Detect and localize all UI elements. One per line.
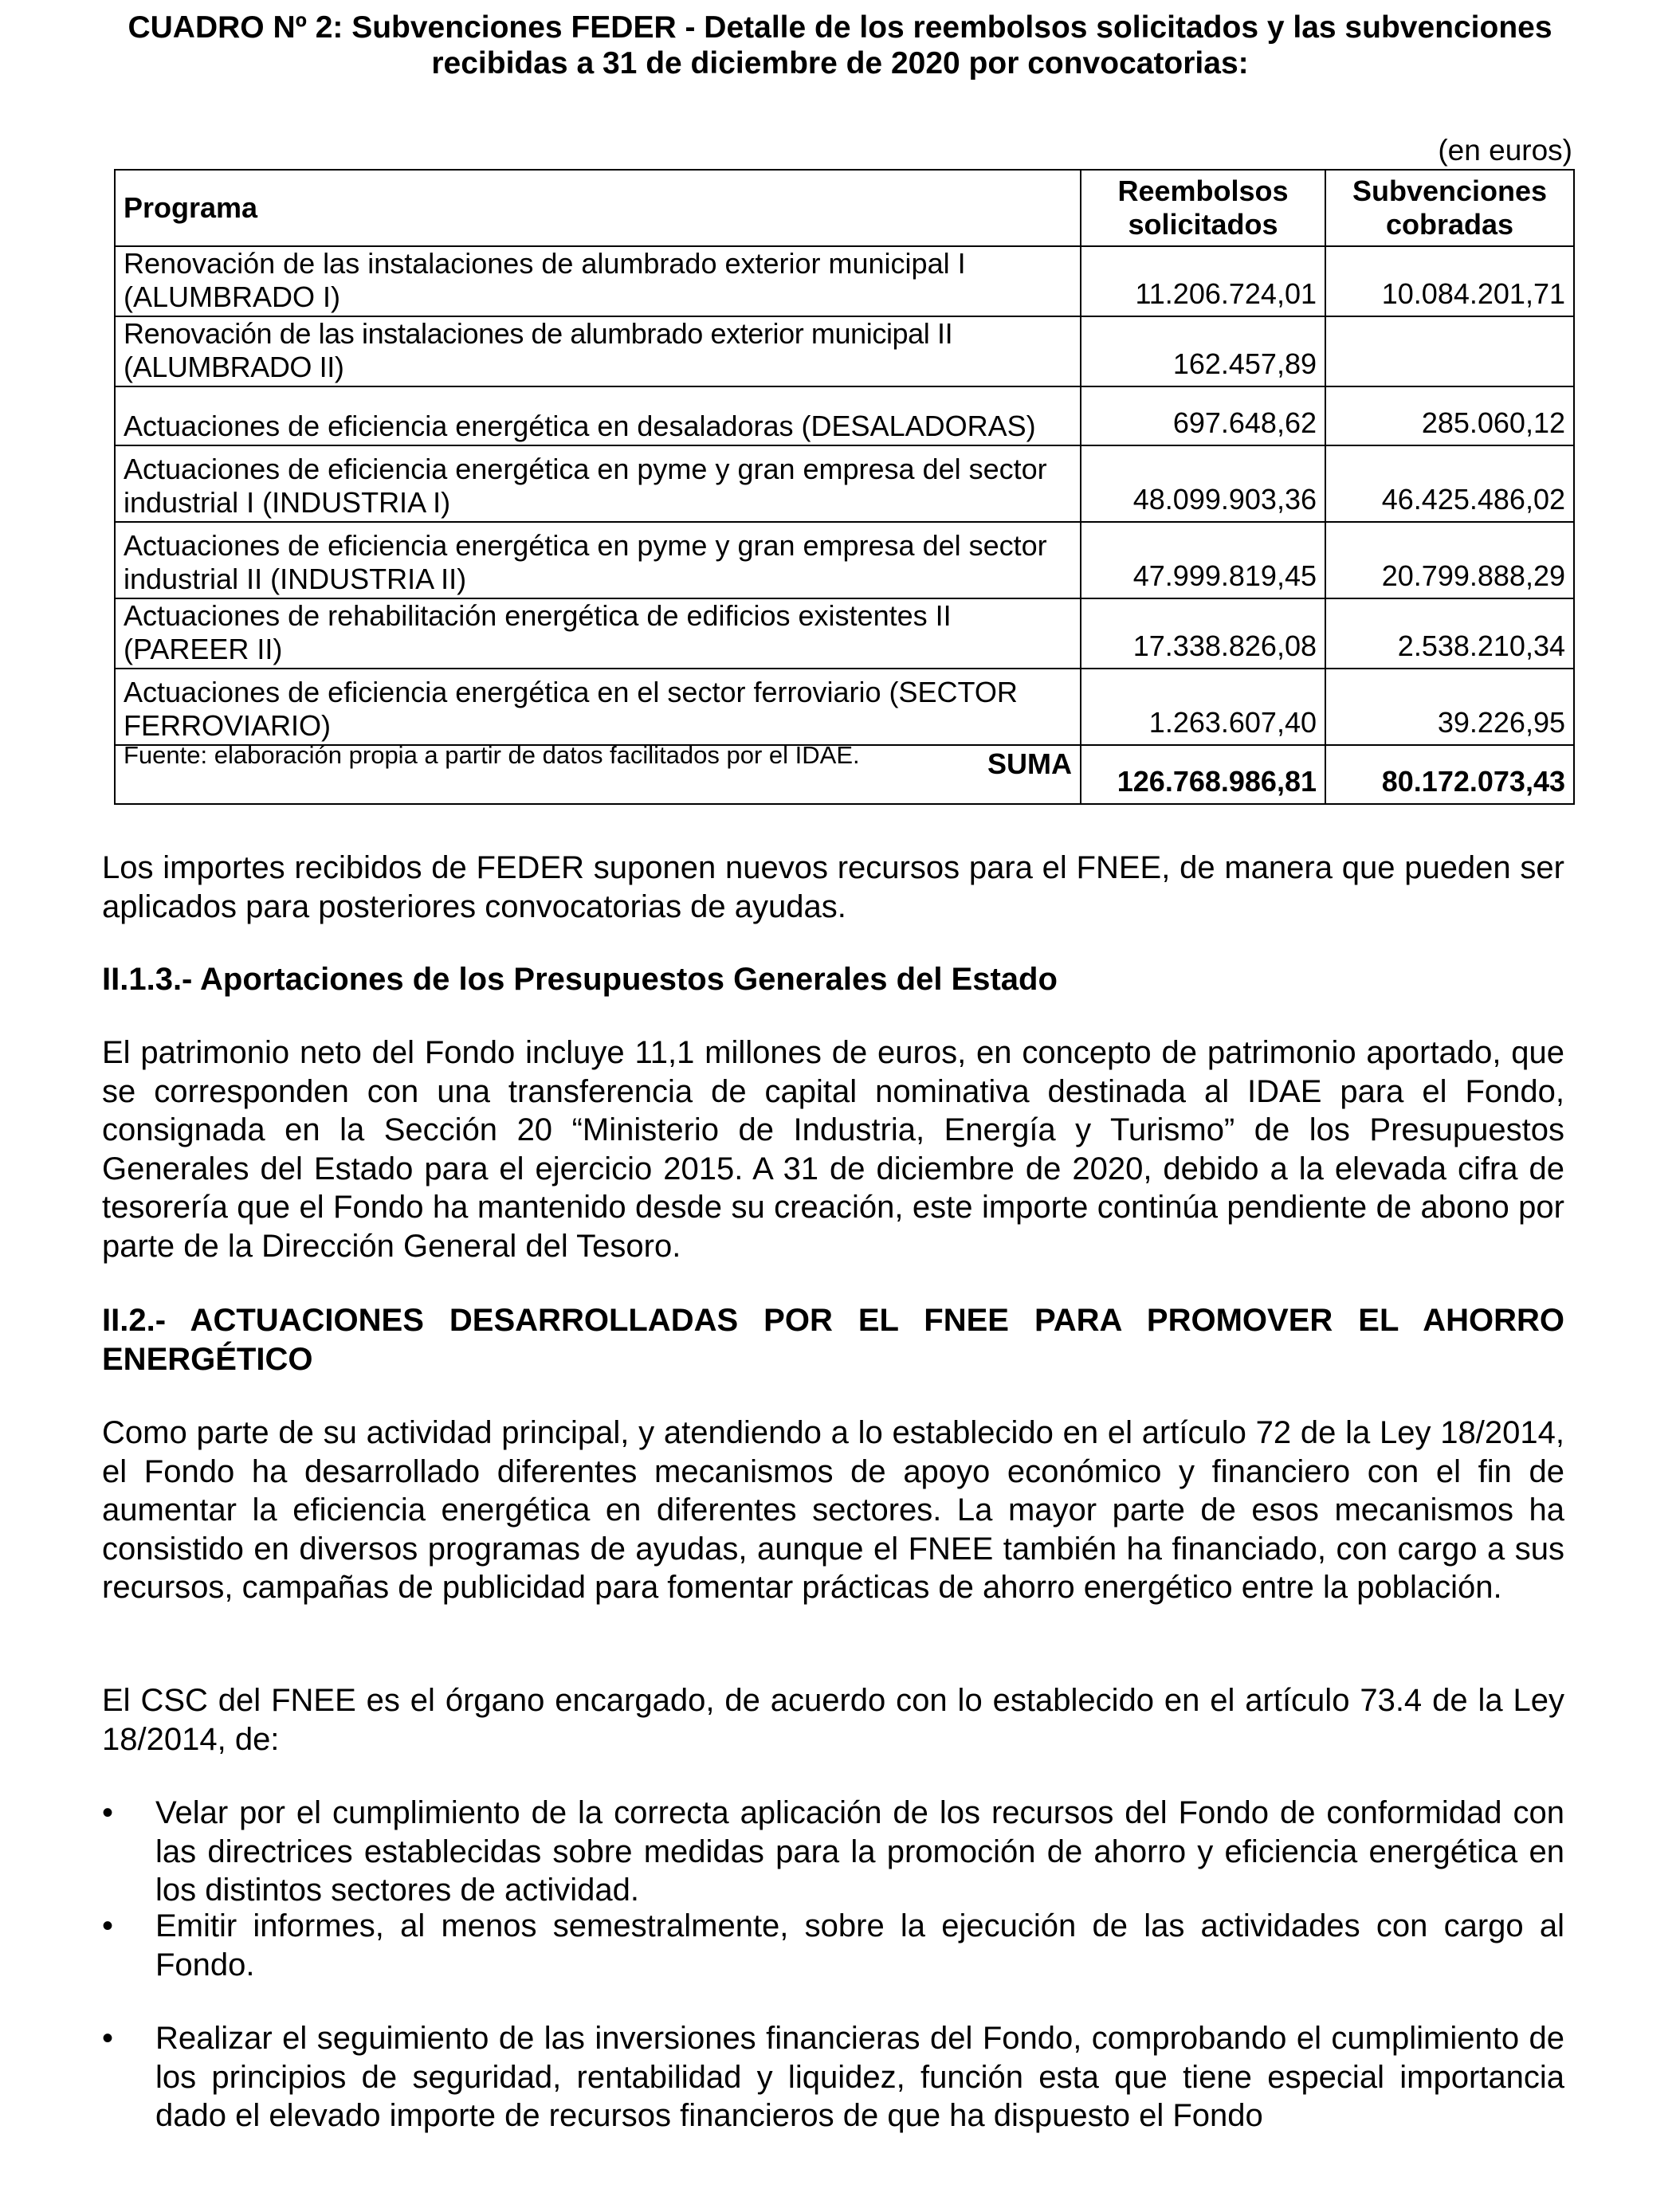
row-programa: Renovación de las instalaciones de alumbrado exterior municipal II (ALUMBRADO II) (115, 316, 1081, 386)
table-header-row (115, 170, 1574, 246)
row-programa: Renovación de las instalaciones de alumbrado exterior municipal I (ALUMBRADO I) (115, 246, 1081, 316)
row-programa: Actuaciones de rehabilitación energética de edificios existentes II (PAREER II) (115, 598, 1081, 669)
table-row (115, 522, 1574, 598)
row-reembolsos: 162.457,89 (1081, 316, 1325, 386)
row-programa: Actuaciones de eficiencia energética en el sector ferroviario (SECTOR FERROVIARIO) (115, 669, 1081, 745)
bullet-item: Velar por el cumplimiento de la correcta aplicación de los recursos del Fondo de conformidad con las directrices establecidas sobre medidas para la promoción de ahorro y eficiencia energética en los distintos sectores de actividad. (155, 1795, 1564, 1908)
bullet-item: Emitir informes, al menos semestralmente, sobre la ejecución de las actividades con cargo al Fondo. (155, 1908, 1564, 1983)
bullet-marker: • (102, 2021, 114, 2056)
feder-table (114, 169, 1575, 805)
row-subvenciones: 285.060,12 (1325, 386, 1574, 445)
row-subvenciones: 2.538.210,34 (1325, 598, 1574, 669)
row-programa: Actuaciones de eficiencia energética en desaladoras (DESALADORAS) (115, 386, 1081, 445)
units-label: (en euros) (1438, 134, 1572, 167)
table-row (115, 246, 1574, 316)
row-reembolsos: 48.099.903,36 (1081, 445, 1325, 522)
table-title: CUADRO Nº 2: Subvenciones FEDER - Detalle de los reembolsos solicitados y las subvenciones recibidas a 31 de diciembre de 2020 por convocatorias: (128, 10, 1552, 80)
sum-reembolsos: 126.768.986,81 (1081, 745, 1325, 804)
table-row (115, 445, 1574, 522)
section-heading-pge: II.1.3.- Aportaciones de los Presupuestos Generales del Estado (102, 962, 1058, 997)
header-reembolsos: Reembolsos solicitados (1081, 170, 1325, 246)
table-row (115, 316, 1574, 386)
header-subvenciones: Subvenciones cobradas (1325, 170, 1574, 246)
row-reembolsos: 17.338.826,08 (1081, 598, 1325, 669)
table-source-note: Fuente: elaboración propia a partir de datos facilitados por el IDAE. (124, 741, 860, 769)
row-reembolsos: 1.263.607,40 (1081, 669, 1325, 745)
sum-subvenciones: 80.172.073,43 (1325, 745, 1574, 804)
row-reembolsos: 11.206.724,01 (1081, 246, 1325, 316)
bullet-marker: • (102, 1908, 114, 1943)
table-row (115, 669, 1574, 745)
table-row (115, 386, 1574, 445)
row-programa: Actuaciones de eficiencia energética en pyme y gran empresa del sector industrial I (INDUSTRIA I) (115, 445, 1081, 522)
paragraph-feder-resources: Los importes recibidos de FEDER suponen nuevos recursos para el FNEE, de manera que pueden ser aplicados para posteriores convocatorias de ayudas. (102, 850, 1564, 924)
row-reembolsos: 697.648,62 (1081, 386, 1325, 445)
paragraph-patrimonio: El patrimonio neto del Fondo incluye 11,1 millones de euros, en concepto de patrimonio aportado, que se corresponden con una transferencia de capital nominativa destinada al IDAE para el Fondo, consignada en la Sección 20 “Ministerio de Industria, Energía y Turismo” de los Presupuestos Generales del Estado para el ejercicio 2015. A 31 de diciembre de 2020, debido a la elevada cifra de tesorería que el Fondo ha mantenido desde su creación, este importe continúa pendiente de abono por parte de la Dirección General del Tesoro. (102, 1035, 1564, 1264)
row-subvenciones: 46.425.486,02 (1325, 445, 1574, 522)
paragraph-csc: El CSC del FNEE es el órgano encargado, de acuerdo con lo establecido en el artículo 73.4 de la Ley 18/2014, de: (102, 1683, 1564, 1757)
paragraph-actividad: Como parte de su actividad principal, y atendiendo a lo establecido en el artículo 72 de la Ley 18/2014, el Fondo ha desarrollado diferentes mecanismos de apoyo económico y financiero con el fin de aumentar la eficiencia energética en diferentes sectores. La mayor parte de esos mecanismos ha consistido en diversos programas de ayudas, aunque el FNEE también ha financiado, con cargo a sus recursos, campañas de publicidad para fomentar prácticas de ahorro energético entre la población. (102, 1415, 1564, 1605)
table-row (115, 598, 1574, 669)
header-programa: Programa (115, 170, 1081, 246)
row-reembolsos: 47.999.819,45 (1081, 522, 1325, 598)
row-subvenciones: 20.799.888,29 (1325, 522, 1574, 598)
row-programa: Actuaciones de eficiencia energética en pyme y gran empresa del sector industrial II (INDUSTRIA II) (115, 522, 1081, 598)
bullet-marker: • (102, 1795, 114, 1830)
bullet-item: Realizar el seguimiento de las inversiones financieras del Fondo, comprobando el cumplimiento de los principios de seguridad, rentabilidad y liquidez, función esta que tiene especial importancia dado el elevado importe de recursos financieros de que ha dispuesto el Fondo (155, 2021, 1564, 2133)
section-heading-actuaciones: II.2.- ACTUACIONES DESARROLLADAS POR EL FNEE PARA PROMOVER EL AHORRO ENERGÉTICO (102, 1303, 1564, 1377)
row-subvenciones: 10.084.201,71 (1325, 246, 1574, 316)
row-subvenciones: 39.226,95 (1325, 669, 1574, 745)
sum-label: SUMA (115, 745, 1081, 804)
row-subvenciones (1325, 316, 1574, 386)
